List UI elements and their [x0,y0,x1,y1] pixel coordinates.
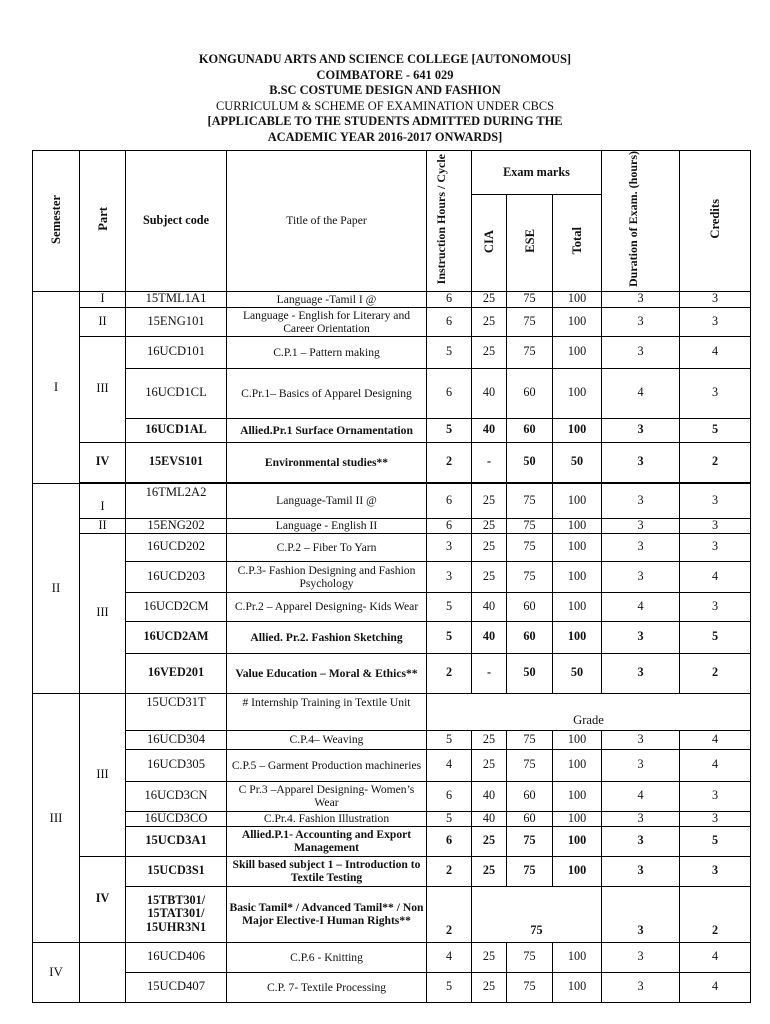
duration: 4 [602,592,680,621]
total: 100 [553,811,602,826]
credits: 4 [680,561,751,592]
ese: 75 [507,561,553,592]
college-location: COIMBATORE - 641 029 [316,67,454,82]
total: 100 [553,483,602,518]
subject-code: 16UCD2AM [126,621,227,653]
duration: 3 [602,886,680,942]
paper-title: C.P.6 - Knitting [227,942,427,972]
hours: 5 [427,418,472,442]
duration: 4 [602,781,680,811]
ese: 60 [507,368,553,418]
header-duration: Duration of Exam. (hours) [602,151,680,292]
part-cell: III [80,336,126,442]
table-row [33,749,751,781]
cia: 40 [472,621,507,653]
cia: 25 [472,826,507,856]
cia: 25 [472,749,507,781]
paper-title: C.P.4– Weaving [227,730,427,749]
paper-title: Skill based subject 1 – Introduction to Textile Testing [227,856,427,886]
subject-code: 15TML1A1 [126,291,227,307]
credits: 3 [680,483,751,518]
duration: 3 [602,442,680,482]
subject-code: 15ENG202 [126,518,227,533]
part-cell: III [80,693,126,856]
header-ese: ESE [507,195,553,291]
subject-code: 15UCD3S1 [126,856,227,886]
subject-code: 16UCD1AL [126,418,227,442]
total: 100 [553,336,602,368]
subject-code: 15ENG101 [126,307,227,336]
header-title: Title of the Paper [227,151,427,292]
table-row [33,418,751,442]
total: 100 [553,533,602,561]
ese: 75 [507,856,553,886]
table-row [33,518,751,533]
hours: 3 [427,533,472,561]
credits: 2 [680,442,751,482]
credits: 3 [680,781,751,811]
credits: 2 [680,886,751,942]
duration: 3 [602,336,680,368]
part-cell-empty [80,942,126,1002]
part-cell: I [80,291,126,307]
ese: 75 [507,533,553,561]
cia: 40 [472,811,507,826]
cia: 25 [472,307,507,336]
table-row [33,811,751,826]
total: 100 [553,291,602,307]
duration: 3 [602,291,680,307]
paper-title: C.P. 7- Textile Processing [227,972,427,1002]
part-cell: I [80,483,126,518]
ese: 50 [507,653,553,693]
duration: 3 [602,483,680,518]
total: 100 [553,621,602,653]
credits: 4 [680,749,751,781]
subject-code: 16UCD3CO [126,811,227,826]
total: 50 [553,653,602,693]
table-row [33,336,751,368]
subject-code: 15EVS101 [126,442,227,482]
college-name: KONGUNADU ARTS AND SCIENCE COLLEGE [AUTONOMOUS] [198,52,572,66]
hours: 5 [427,811,472,826]
subject-code: 16UCD202 [126,533,227,561]
header-exam-marks: Exam marks [472,151,602,195]
hours: 6 [427,368,472,418]
hours: 6 [427,826,472,856]
cia: 25 [472,730,507,749]
part-cell: II [80,307,126,336]
cia: 25 [472,291,507,307]
subject-code: 16UCD101 [126,336,227,368]
subject-code: 15UCD31T [126,693,227,730]
hours: 2 [427,856,472,886]
duration: 3 [602,826,680,856]
header-subject-code: Subject code [126,151,227,292]
table-row [33,291,751,307]
table-row [33,368,751,418]
applicability-line-2: ACADEMIC YEAR 2016-2017 ONWARDS] [267,129,503,144]
ese: 75 [507,942,553,972]
semester-cell-1: I [33,291,80,483]
subject-code: 15TBT301/ 15TAT301/ 15UHR3N1 [126,886,227,942]
duration: 3 [602,942,680,972]
paper-title: C Pr.3 –Apparel Designing- Women’s Wear [227,781,427,811]
hours: 6 [427,781,472,811]
ese: 75 [507,518,553,533]
table-row [33,561,751,592]
duration: 3 [602,972,680,1002]
ese: 75 [507,972,553,1002]
cia: 25 [472,856,507,886]
hours: 5 [427,336,472,368]
total: 50 [553,442,602,482]
table-row [33,592,751,621]
paper-title: Language - English for Literary and Career Orientation [227,307,427,336]
total: 100 [553,307,602,336]
cia: 25 [472,336,507,368]
programme-name: B.SC COSTUME DESIGN AND FASHION [269,83,501,98]
ese: 60 [507,781,553,811]
table-row [33,442,751,482]
total: 100 [553,592,602,621]
duration: 3 [602,749,680,781]
duration: 3 [602,307,680,336]
credits: 3 [680,307,751,336]
paper-title: C.P.3- Fashion Designing and Fashion Psychology [227,561,427,592]
total: 100 [553,826,602,856]
header-semester: Semester [33,151,80,292]
paper-title: Environmental studies** [227,442,427,482]
total: 100 [553,781,602,811]
ese: 60 [507,621,553,653]
credits: 3 [680,533,751,561]
paper-title: Language -Tamil I @ [227,291,427,307]
ese: 75 [507,336,553,368]
cia: 25 [472,972,507,1002]
duration: 3 [602,856,680,886]
hours: 2 [427,886,472,942]
paper-title: C.Pr.2 – Apparel Designing- Kids Wear [227,592,427,621]
hours: 2 [427,653,472,693]
paper-title: # Internship Training in Textile Unit [227,693,427,730]
paper-title: Allied. Pr.2. Fashion Sketching [227,621,427,653]
table-row [33,942,751,972]
credits: 4 [680,942,751,972]
table-row [33,781,751,811]
table-row [33,730,751,749]
ese: 60 [507,418,553,442]
part-cell: IV [80,856,126,942]
cia: 25 [472,942,507,972]
paper-title: Value Education – Moral & Ethics** [227,653,427,693]
hours: 2 [427,442,472,482]
paper-title: C.Pr.4. Fashion Illustration [227,811,427,826]
credits: 3 [680,368,751,418]
grade-cell: Grade [427,693,751,730]
semester-cell-2: II [33,483,80,693]
ese: 60 [507,592,553,621]
part-cell: IV [80,442,126,482]
credits: 4 [680,336,751,368]
duration: 3 [602,621,680,653]
hours: 5 [427,621,472,653]
duration: 3 [602,518,680,533]
table-row [33,307,751,336]
total: 100 [553,418,602,442]
paper-title: C.P.2 – Fiber To Yarn [227,533,427,561]
table-row [33,483,751,518]
subject-code: 16UCD1CL [126,368,227,418]
ese: 75 [507,483,553,518]
credits: 3 [680,291,751,307]
table-row [33,826,751,856]
duration: 3 [602,811,680,826]
credits: 4 [680,730,751,749]
total: 100 [553,561,602,592]
paper-title: Language-Tamil II @ [227,483,427,518]
duration: 3 [602,533,680,561]
subject-code: 16UCD305 [126,749,227,781]
credits: 4 [680,972,751,1002]
duration: 3 [602,730,680,749]
ese: 75 [507,291,553,307]
document-heading [0,52,770,146]
subject-code: 16UCD304 [126,730,227,749]
table-row [33,653,751,693]
subject-code: 16UCD3CN [126,781,227,811]
cia: 40 [472,368,507,418]
cia: 25 [472,561,507,592]
cia: 40 [472,418,507,442]
paper-title: C.Pr.1– Basics of Apparel Designing [227,368,427,418]
part-cell: III [80,533,126,693]
hours: 6 [427,483,472,518]
hours: 6 [427,307,472,336]
subject-code: 15UCD3A1 [126,826,227,856]
credits: 5 [680,826,751,856]
paper-title: Basic Tamil* / Advanced Tamil** / Non Major Elective-I Human Rights** [227,886,427,942]
ese: 75 [507,307,553,336]
header-credits: Credits [680,151,751,292]
total: 100 [553,972,602,1002]
cia: - [472,653,507,693]
ese: 60 [507,811,553,826]
table-row [33,621,751,653]
credits: 3 [680,856,751,886]
hours: 4 [427,749,472,781]
cia: 40 [472,781,507,811]
total: 100 [553,518,602,533]
curriculum-table [32,150,751,1003]
credits: 5 [680,418,751,442]
subject-code: 16VED201 [126,653,227,693]
total: 100 [553,368,602,418]
paper-title: Allied.Pr.1 Surface Ornamentation [227,418,427,442]
curriculum-line: CURRICULUM & SCHEME OF EXAMINATION UNDER CBCS [215,98,555,113]
total: 100 [553,730,602,749]
table-row [33,972,751,1002]
credits: 3 [680,518,751,533]
subject-code: 15UCD407 [126,972,227,1002]
duration: 3 [602,561,680,592]
cia: 25 [472,533,507,561]
duration: 3 [602,653,680,693]
subject-code: 16TML2A2 [126,483,227,518]
table-row [33,533,751,561]
paper-title: C.P.5 – Garment Production machineries [227,749,427,781]
total: 100 [553,856,602,886]
duration: 3 [602,418,680,442]
credits: 3 [680,592,751,621]
paper-title: Language - English II [227,518,427,533]
cia: 25 [472,483,507,518]
credits: 3 [680,811,751,826]
hours: 5 [427,592,472,621]
table-row [33,693,751,730]
table-row [33,886,751,942]
hours: 5 [427,730,472,749]
ese: 75 [507,730,553,749]
header-total: Total [553,195,602,291]
cia: 25 [472,518,507,533]
paper-title: C.P.1 – Pattern making [227,336,427,368]
marks: 75 [472,886,602,942]
subject-code: 16UCD203 [126,561,227,592]
total: 100 [553,749,602,781]
ese: 50 [507,442,553,482]
hours: 4 [427,942,472,972]
hours: 6 [427,518,472,533]
header-cia: CIA [472,195,507,291]
total: 100 [553,942,602,972]
semester-cell-3: III [33,693,80,942]
cia: 40 [472,592,507,621]
hours: 5 [427,972,472,1002]
credits: 5 [680,621,751,653]
applicability-line-1: [APPLICABLE TO THE STUDENTS ADMITTED DURING THE [207,114,563,129]
header-part: Part [80,151,126,292]
semester-cell-4: IV [33,942,80,1002]
paper-title: Allied.P.1- Accounting and Export Management [227,826,427,856]
duration: 4 [602,368,680,418]
cia: - [472,442,507,482]
credits: 2 [680,653,751,693]
hours: 3 [427,561,472,592]
ese: 75 [507,749,553,781]
table-row [33,856,751,886]
subject-code: 16UCD406 [126,942,227,972]
subject-code: 16UCD2CM [126,592,227,621]
hours: 6 [427,291,472,307]
part-cell: II [80,518,126,533]
ese: 75 [507,826,553,856]
header-hours: Instruction Hours / Cycle [427,151,472,292]
